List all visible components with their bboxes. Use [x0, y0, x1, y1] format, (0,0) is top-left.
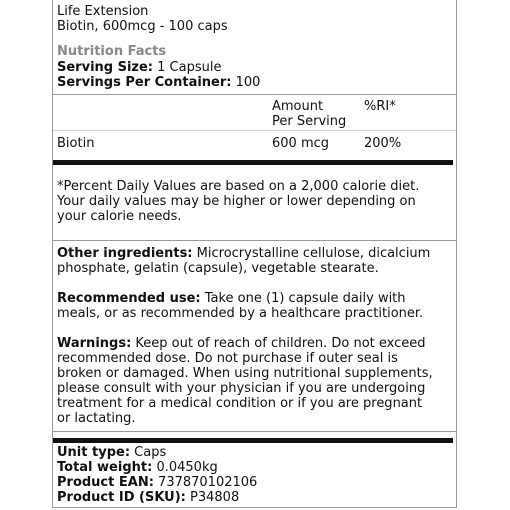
other-ingredients-label: Other ingredients:	[57, 246, 193, 261]
product-ean-label: Product EAN:	[57, 475, 154, 490]
product-ean-value: 737870102106	[158, 475, 258, 490]
total-weight-value: 0.0450kg	[156, 460, 218, 475]
nutrition-facts-title: Nutrition Facts	[57, 44, 167, 59]
thick-divider	[53, 160, 453, 165]
total-weight	[57, 460, 218, 475]
divider	[53, 94, 456, 95]
other-ingredients-line2: phosphate, gelatin (capsule), vegetable stearate.	[57, 261, 379, 276]
divider	[53, 431, 456, 432]
ri-header: %RI*	[364, 99, 396, 114]
total-weight-label: Total weight:	[57, 460, 153, 475]
recommended-use-text: Take one (1) capsule daily with	[204, 291, 406, 306]
warnings	[57, 336, 426, 351]
product-sku-value: P34808	[190, 490, 240, 505]
other-ingredients-text: Microcrystalline cellulose, dicalcium	[196, 246, 431, 261]
recommended-use	[57, 291, 406, 306]
warnings-text: Keep out of reach of children. Do not exceed	[135, 336, 426, 351]
serving-size-label: Serving Size:	[57, 60, 154, 75]
recommended-use-line2: meals, or as recommended by a healthcare practitioner.	[57, 306, 424, 321]
amount-header-line2: Per Serving	[272, 114, 347, 129]
amount-header-line1: Amount	[272, 99, 324, 114]
amount-per-serving-header	[272, 99, 346, 129]
recommended-use-label: Recommended use:	[57, 291, 201, 306]
product-ean	[57, 475, 257, 490]
brand-name: Life Extension	[57, 4, 149, 19]
warnings-line3: broken or damaged. When using nutritional supplements,	[57, 366, 433, 381]
unit-type-value: Caps	[134, 445, 167, 460]
divider	[53, 240, 456, 241]
nutrient-amount: 600 mcg	[272, 136, 330, 151]
serving-size-value: 1 Capsule	[157, 60, 222, 75]
product-sku-label: Product ID (SKU):	[57, 490, 186, 505]
product-sku	[57, 490, 239, 505]
unit-type	[57, 445, 166, 460]
footnote-line1: *Percent Daily Values are based on a 2,000 calorie diet.	[57, 179, 420, 194]
divider	[53, 130, 456, 131]
warnings-line2: recommended dose. Do not purchase if outer seal is	[57, 351, 398, 366]
servings-per-container	[57, 75, 260, 90]
warnings-label: Warnings:	[57, 336, 132, 351]
servings-per-container-value: 100	[235, 75, 261, 90]
warnings-line4: please consult with your physician if you are undergoing	[57, 381, 426, 396]
warnings-line6: or lactating.	[57, 411, 136, 426]
footnote-line2: Your daily values may be higher or lower depending on	[57, 194, 416, 209]
nutrient-ri: 200%	[364, 136, 402, 151]
thick-divider	[53, 438, 453, 443]
servings-per-container-label: Servings Per Container:	[57, 75, 232, 90]
warnings-line5: treatment for a medical condition or if you are pregnant	[57, 396, 423, 411]
footnote-line3: your calorie needs.	[57, 209, 182, 224]
nutrient-name: Biotin	[57, 136, 95, 151]
serving-size	[57, 60, 221, 75]
supplement-facts-label	[52, 0, 457, 508]
product-name: Biotin, 600mcg - 100 caps	[57, 19, 228, 34]
other-ingredients	[57, 246, 430, 261]
unit-type-label: Unit type:	[57, 445, 131, 460]
